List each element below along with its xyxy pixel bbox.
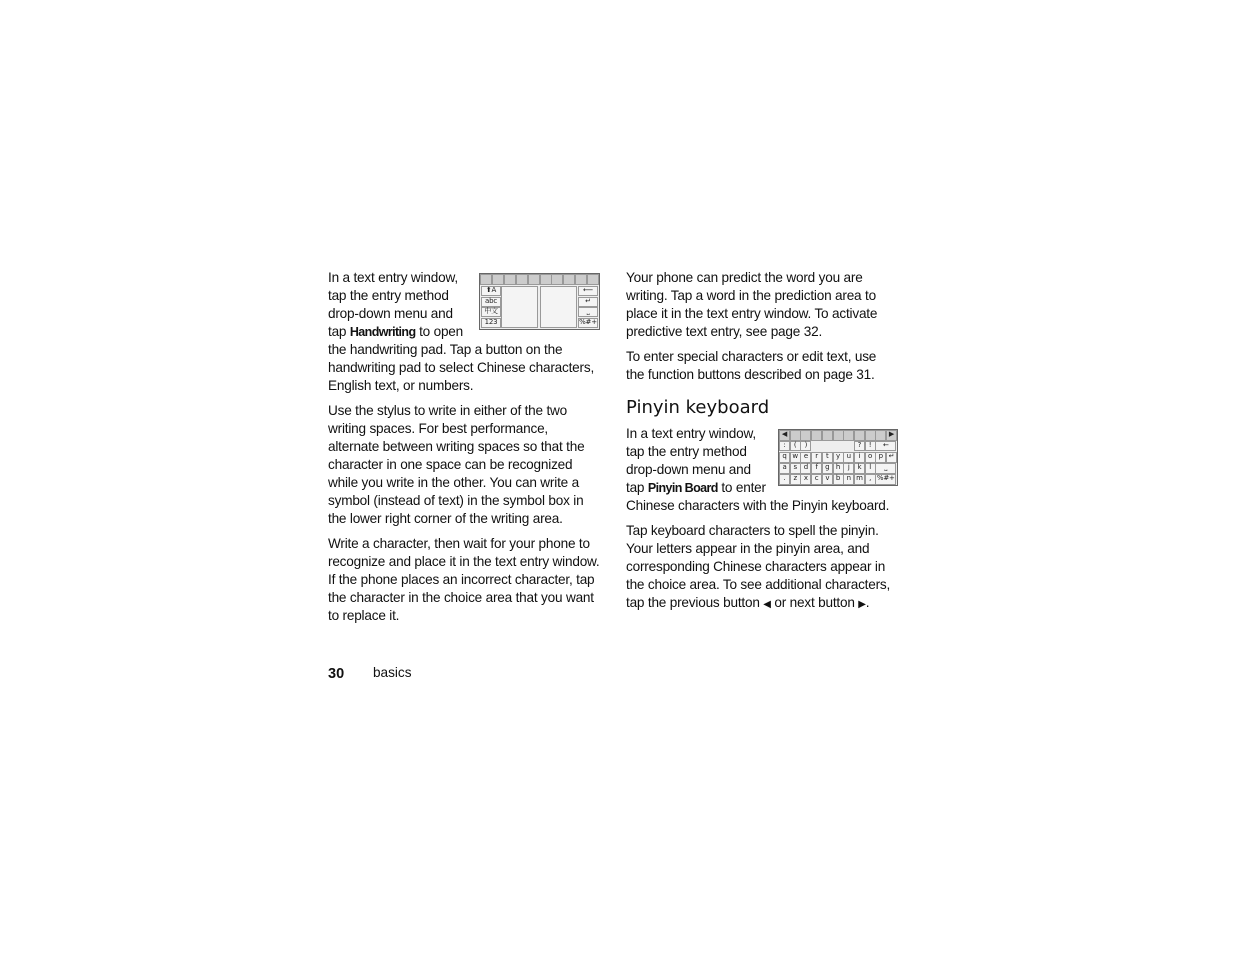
kb-key: z [790, 474, 801, 485]
kb-choice-cell [822, 430, 833, 441]
kb-key: i [854, 452, 865, 463]
kb-row0-key: : [779, 441, 790, 451]
kb-choice-cell [833, 430, 844, 441]
choice-cell [492, 274, 504, 285]
kb-key: y [833, 452, 844, 463]
kb-prev-cell: ◀ [779, 430, 790, 441]
kb-key: . [779, 474, 790, 485]
handwriting-option: Handwriting [349, 325, 416, 339]
left-column [328, 269, 600, 632]
kb-key: g [822, 463, 833, 474]
previous-button-icon: ◀ [763, 599, 771, 610]
hw-left-button: abc [481, 297, 501, 307]
recognize-paragraph: Write a character, then wait for your phone to recognize and place it in the text entry window. If the phone places an incorrect character, tap the character in the choice area that you want to replace it. [328, 536, 600, 623]
predict-paragraph: Your phone can predict the word you are writing. Tap a word in the prediction area to place it in the text entry window. To activate predictive text entry, see page 32. [626, 270, 878, 339]
choice-cell [575, 274, 587, 285]
kb-choice-cell [875, 430, 886, 441]
kb-key: v [822, 474, 833, 485]
kb-key: n [843, 474, 854, 485]
kb-row0-key: ( [790, 441, 801, 451]
kb-choice-cell [854, 430, 865, 441]
writing-space-right [540, 286, 577, 328]
choice-cell [480, 274, 492, 285]
right-column [626, 269, 898, 621]
kb-choice-cell [800, 430, 811, 441]
hw-left-button: ⬆A [481, 286, 501, 296]
kb-key: d [800, 463, 811, 474]
writing-space-left [501, 286, 538, 328]
choice-cell [587, 274, 599, 285]
pinyin-paragraph: ◀ ▶ : ( ) ? ! ← q w e r t y u i o p ↵ a s d f g h j k l ⎵ . z x c v b n m , %#+ In a text entry window, tap the entry method drop-down menu and tap Pinyin Board to enter Chinese characters with the Pinyin keyboard. [626, 425, 898, 515]
kb-key: c [811, 474, 822, 485]
kb-key: s [790, 463, 801, 474]
choice-cell [551, 274, 563, 285]
hw-right-button: ↵ [578, 297, 598, 307]
kb-key: x [800, 474, 811, 485]
choice-cell [504, 274, 516, 285]
hw-right-button: ⟵ [578, 286, 598, 296]
kb-key: q [779, 452, 790, 463]
kb-key: o [865, 452, 876, 463]
kb-key: r [811, 452, 822, 463]
kb-key: b [833, 474, 844, 485]
kb-row0-key: ← [875, 441, 896, 451]
kb-row0-key: ) [800, 441, 811, 451]
kb-row0-key: ? [854, 441, 865, 451]
handwriting-pad-illustration [479, 273, 600, 330]
kb-key: ↵ [886, 452, 897, 463]
kb-key: k [854, 463, 865, 474]
kb-choice-cell [865, 430, 876, 441]
stylus-paragraph: Use the stylus to write in either of the two writing spaces. For best performance, alternate between writing spaces so that the character in one space can be recognized while you write in the other. You can write a symbol (instead of text) in the symbol box in the lower right corner of the writing area. [328, 403, 585, 526]
kb-key: m [854, 474, 865, 485]
hw-left-button: 123 [481, 318, 501, 328]
pinyin-board-option: Pinyin Board [647, 481, 718, 495]
kb-choice-cell [843, 430, 854, 441]
section-name: basics [373, 665, 412, 680]
next-button-icon: ▶ [858, 599, 866, 610]
kb-key: %#+ [875, 474, 896, 485]
kb-key: p [875, 452, 886, 463]
hw-left-button: 中文 [481, 307, 501, 317]
pinyin-keyboard-illustration [778, 429, 898, 486]
kb-key: h [833, 463, 844, 474]
special-characters-paragraph: To enter special characters or edit text, use the function buttons described on page 31. [626, 349, 877, 382]
kb-choice-cell [811, 430, 822, 441]
hw-right-button: ⎵ [578, 307, 598, 317]
choice-cell [540, 274, 552, 285]
kb-key: l [865, 463, 876, 474]
pinyin-spell-paragraph: Tap keyboard characters to spell the pinyin. Your letters appear in the pinyin area, and corresponding Chinese characters appear in the choice area. To see additional characters, tap the previous button ◀ or next button ▶. [626, 523, 891, 610]
handwriting-paragraph: ⬆A abc 中文 123 ⟵ ↵ ⎵ %#+ In a text entry window, tap the entry method drop-down menu and tap Handwriting to open the handwriting pad. Tap a button on the handwriting pad to select Chinese characters, English text, or numbers. [328, 269, 600, 395]
kb-key: , [865, 474, 876, 485]
kb-key: e [800, 452, 811, 463]
kb-key: a [779, 463, 790, 474]
page-number: 30 [328, 666, 345, 682]
kb-key: j [843, 463, 854, 474]
kb-key: f [811, 463, 822, 474]
kb-choice-cell [790, 430, 801, 441]
kb-row0-key: ! [865, 441, 876, 451]
pinyin-heading: Pinyin keyboard [626, 397, 770, 418]
kb-key: t [822, 452, 833, 463]
choice-cell [563, 274, 575, 285]
kb-key: ⎵ [875, 463, 896, 474]
choice-cell [516, 274, 528, 285]
kb-next-cell: ▶ [886, 430, 897, 441]
choice-cell [528, 274, 540, 285]
kb-key: u [843, 452, 854, 463]
hw-right-button: %#+ [579, 317, 597, 326]
kb-key: w [790, 452, 801, 463]
